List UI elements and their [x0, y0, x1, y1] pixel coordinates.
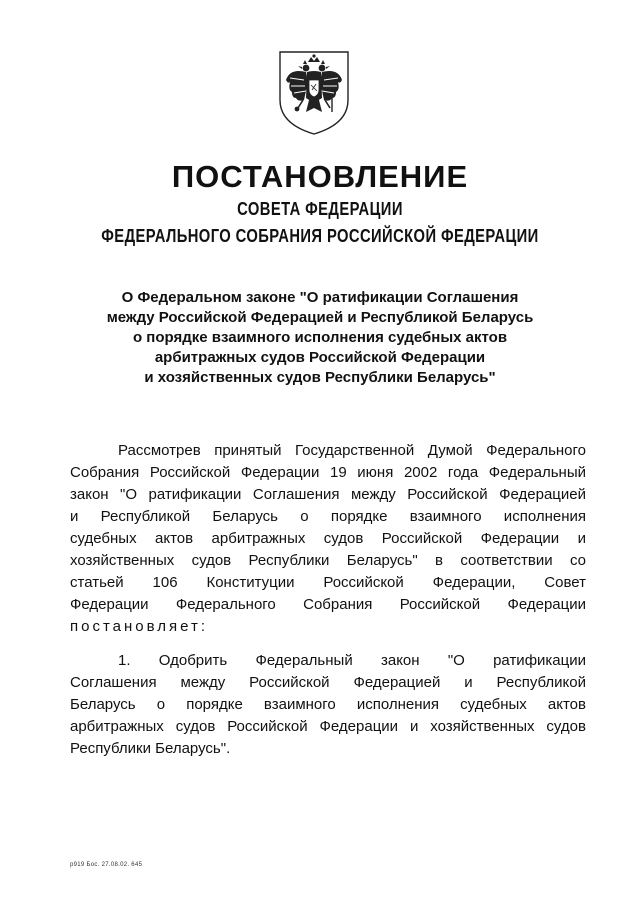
resolves-word: постановляет: — [70, 618, 209, 635]
clause-1-paragraph — [70, 650, 586, 760]
heading-line: и хозяйственных судов Республики Беларусь" — [144, 369, 496, 386]
preamble-paragraph — [70, 440, 586, 638]
document-code-footer: р919 Бос. 27.08.02. 645 — [70, 862, 143, 868]
heading-line: арбитражных судов Российской Федерации — [154, 349, 486, 366]
document-title: ПОСТАНОВЛЕНИЕ — [171, 159, 469, 194]
coat-of-arms-emblem-icon — [276, 48, 352, 136]
paragraph-line: хозяйственных судов Республики Беларусь" в соответствии со — [70, 552, 586, 569]
paragraph-line: закон "О ратификации Соглашения между Российской Федерацией — [70, 486, 586, 503]
heading-line: о порядке взаимного исполнения судебных актов — [132, 329, 508, 346]
paragraph-line: Собрания Российской Федерации 19 июня 2002 года Федеральный — [70, 464, 586, 481]
paragraph-line: Республики Беларусь". — [70, 740, 231, 757]
paragraph-line: Беларусь о порядке взаимного исполнения судебных актов — [70, 696, 586, 713]
issuing-body-line-2: ФЕДЕРАЛЬНОГО СОБРАНИЯ РОССИЙСКОЙ ФЕДЕРАЦИИ — [101, 226, 539, 246]
paragraph-line: 1. Одобрить Федеральный закон "О ратификации — [118, 652, 586, 669]
paragraph-line: и Республикой Беларусь о порядке взаимного исполнения — [70, 508, 586, 525]
heading-line: О Федеральном законе "О ратификации Соглашения — [121, 289, 519, 306]
paragraph-line: арбитражных судов Российской Федерации и хозяйственных судов — [70, 718, 586, 735]
paragraph-line: Федерации Федерального Собрания Российской Федерации — [70, 596, 586, 613]
issuing-body-line-1: СОВЕТА ФЕДЕРАЦИИ — [237, 199, 403, 219]
paragraph-line: статьей 106 Конституции Российской Федерации, Совет — [70, 574, 586, 591]
paragraph-line: судебных актов арбитражных судов Российской Федерации и — [70, 530, 586, 547]
heading-line: между Российской Федерацией и Республикой Беларусь — [106, 309, 534, 326]
resolution-heading — [40, 288, 600, 388]
paragraph-line: Соглашения между Российской Федерацией и Республикой — [70, 674, 586, 691]
paragraph-line: Рассмотрев принятый Государственной Думой Федерального — [118, 442, 586, 459]
